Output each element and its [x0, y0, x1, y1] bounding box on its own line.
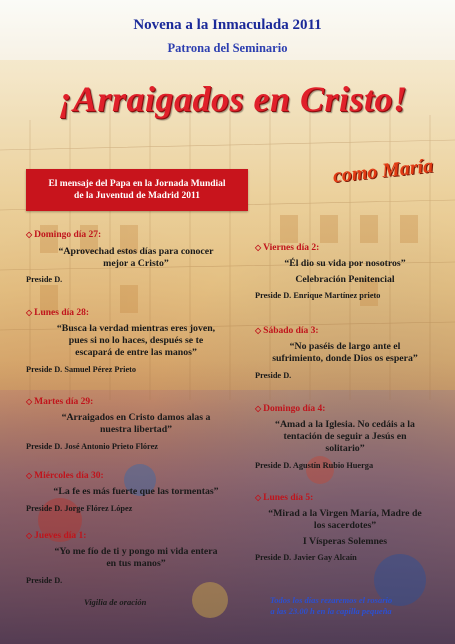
day-jueves-1 — [26, 531, 246, 585]
day-quote-line: “Mirad a la Virgen María, Madre de — [268, 508, 422, 519]
day-preside: Preside D. — [26, 576, 63, 585]
day-label: Domingo día 27: — [34, 230, 102, 240]
day-quote-line: “Amad a la Iglesia. No cedáis a la — [275, 419, 415, 430]
day-quote-line: pues si no lo haces, después se te — [68, 335, 204, 346]
day-label: Jueves día 1: — [34, 531, 87, 541]
day-miercoles-30 — [26, 471, 246, 513]
novena-title: Novena a la Inmaculada 2011 — [133, 17, 322, 33]
como-maria-tagline: como María — [331, 154, 435, 188]
papa-message-line-2: de la Juventud de Madrid 2011 — [74, 191, 200, 201]
vigilia-note: Vigilia de oración — [84, 597, 147, 607]
day-sabado-3 — [255, 326, 435, 380]
day-martes-29 — [26, 397, 246, 451]
day-viernes-2 — [255, 243, 435, 300]
day-label: Lunes día 5: — [263, 493, 314, 503]
day-preside: Preside D. — [26, 275, 63, 284]
day-quote-line: mejor a Cristo” — [103, 258, 169, 269]
day-label: Sábado día 3: — [263, 326, 319, 336]
day-label: Martes día 29: — [34, 397, 94, 407]
day-preside: Preside D. Javier Gay Alcaín — [255, 553, 357, 562]
diamond-icon: ◇ — [26, 531, 33, 540]
day-quote-line: solitario” — [325, 443, 365, 454]
day-quote-line: escapará de entre las manos” — [75, 347, 197, 358]
day-lunes-5 — [255, 493, 435, 562]
diamond-icon: ◇ — [26, 471, 33, 480]
day-preside: Preside D. José Antonio Prieto Flórez — [26, 442, 158, 451]
diamond-icon: ◇ — [255, 243, 262, 252]
day-quote-line: tentación de seguir a Jesús en — [283, 431, 407, 442]
rosario-line-1: Todos los días rezaremos el rosario — [269, 595, 393, 605]
day-label: Lunes día 28: — [34, 308, 90, 318]
day-domingo-27 — [26, 230, 246, 284]
day-quote-line: en tus manos” — [106, 558, 166, 569]
rosario-note — [232, 595, 430, 617]
day-preside: Preside D. — [255, 371, 292, 380]
day-preside: Preside D. Agustín Rubio Huerga — [255, 461, 374, 470]
day-quote-line: “Arraigados en Cristo damos alas a — [61, 412, 211, 423]
day-lunes-28 — [26, 308, 246, 374]
diamond-icon: ◇ — [26, 397, 33, 406]
day-quote-line: “Busca la verdad mientras eres joven, — [56, 323, 216, 334]
day-quote-line: los sacerdotes” — [313, 520, 377, 531]
diamond-icon: ◇ — [255, 404, 262, 413]
day-label: Viernes día 2: — [263, 243, 320, 253]
day-quote-line: nuestra libertad” — [99, 424, 173, 435]
diamond-icon: ◇ — [26, 308, 33, 317]
day-label: Domingo día 4: — [263, 404, 326, 414]
day-quote-line: “La fe es más fuerte que las tormentas” — [53, 486, 219, 497]
diamond-icon: ◇ — [255, 493, 262, 502]
patrona-subtitle: Patrona del Seminario — [167, 41, 288, 55]
day-quote-line: “Yo me fío de ti y pongo mi vida entera — [54, 546, 218, 557]
day-quote-line: “No paséis de largo ante el — [289, 341, 401, 352]
day-preside: Preside D. Enrique Martínez prieto — [255, 291, 381, 300]
day-quote-line: sufrimiento, donde Dios os espera” — [272, 353, 418, 364]
day-celebration: I Vísperas Solemnes — [302, 536, 388, 547]
day-celebration: Celebración Penitencial — [295, 274, 395, 285]
diamond-icon: ◇ — [255, 326, 262, 335]
day-preside: Preside D. Samuel Pérez Prieto — [26, 365, 137, 374]
day-domingo-4 — [255, 404, 435, 470]
main-slogan: ¡Arraigados en Cristo! — [58, 79, 408, 119]
papa-message-box — [26, 169, 248, 211]
day-quote-line: “Él dio su vida por nosotros” — [284, 258, 406, 269]
day-label: Miércoles día 30: — [34, 471, 104, 481]
diamond-icon: ◇ — [26, 230, 33, 239]
rosario-line-2: a las 23.00 h en la capilla pequeña — [270, 606, 392, 616]
papa-message-line-1: El mensaje del Papa en la Jornada Mundial — [48, 179, 226, 189]
day-quote-line: “Aprovechad estos días para conocer — [58, 246, 214, 257]
day-preside: Preside D. Jorge Flórez López — [26, 504, 133, 513]
